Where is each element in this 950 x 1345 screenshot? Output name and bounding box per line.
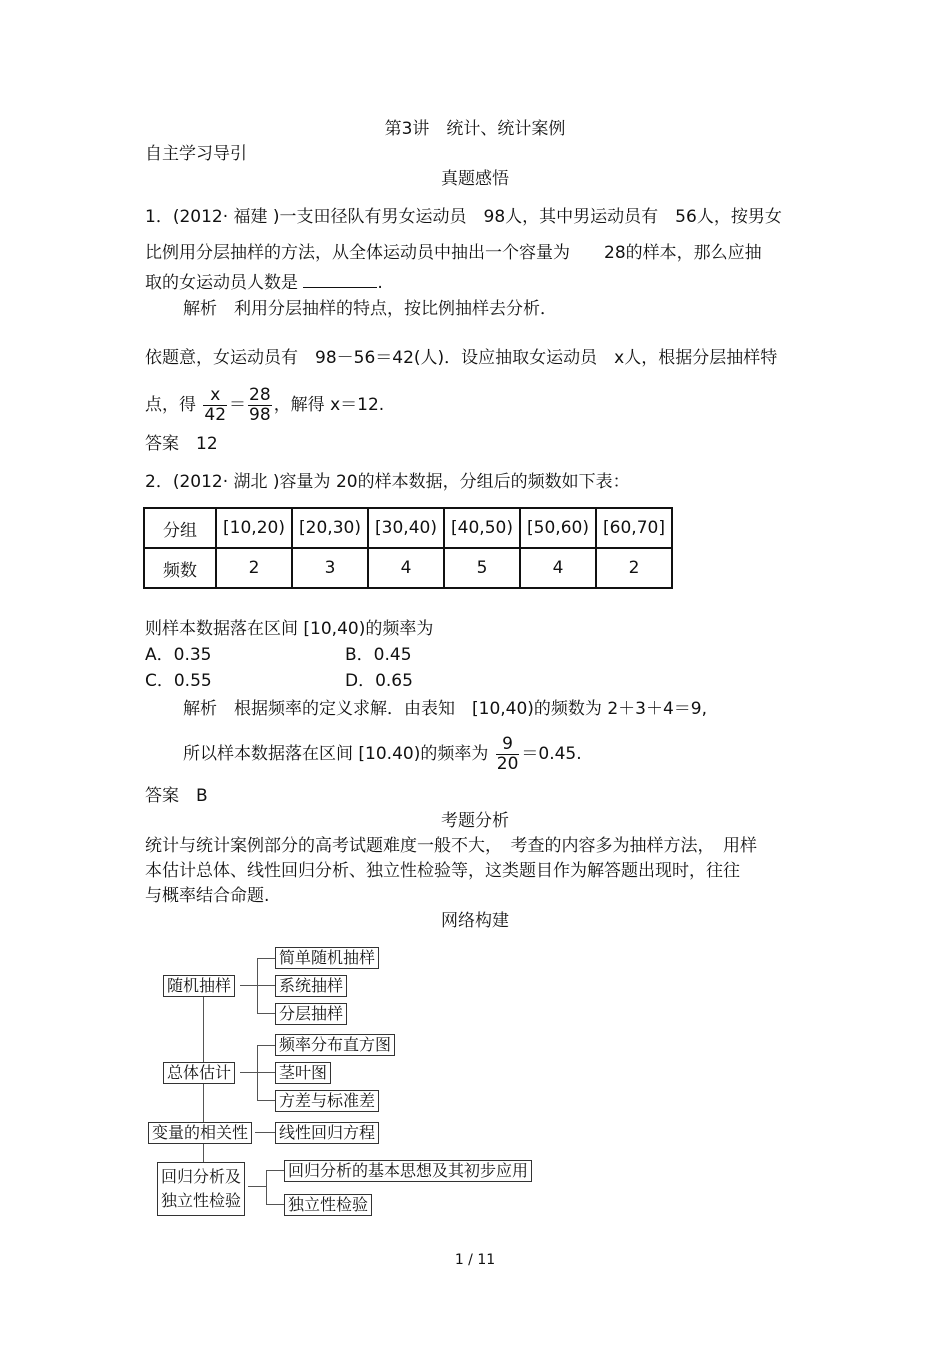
q2-analysis: 解析 根据频率的定义求解．由表知 [10,40)的频数为 2＋3＋4＝9, xyxy=(183,699,708,719)
table-cell: 2 xyxy=(596,548,672,588)
heading-exam-analysis: 考题分析 xyxy=(441,811,509,831)
node-regression-analysis xyxy=(157,1162,245,1216)
table-header-cell: 频数 xyxy=(144,548,216,588)
connector xyxy=(257,1013,275,1014)
section-label: 自主学习导引 xyxy=(145,144,247,164)
node-independence-test: 独立性检验 xyxy=(284,1194,372,1216)
q1-line3 xyxy=(145,272,383,292)
node-population-estimation: 总体估计 xyxy=(163,1062,235,1084)
heading-real-questions: 真题感悟 xyxy=(441,169,509,189)
node-linear-regression: 线性回归方程 xyxy=(275,1122,379,1144)
connector xyxy=(240,1072,257,1073)
connector xyxy=(266,1204,284,1205)
q1-line5-b: ，解得 x＝12. xyxy=(273,395,385,416)
q2-line1: 2．(2012· 湖北 )容量为 20的样本数据，分组后的频数如下表： xyxy=(145,472,630,492)
connector xyxy=(257,1045,275,1046)
node-simple-random: 简单随机抽样 xyxy=(275,947,379,969)
connector xyxy=(248,1186,266,1187)
q2-line-b-text: 所以样本数据落在区间 [10.40)的频率为 xyxy=(183,744,489,765)
q2-question: 则样本数据落在区间 [10,40)的频率为 xyxy=(145,619,434,639)
table-row xyxy=(144,508,672,548)
table-cell: [40,50) xyxy=(444,508,520,548)
table-row xyxy=(144,548,672,588)
fraction-28-98 xyxy=(248,386,272,424)
q1-line1: 1．(2012· 福建 )一支田径队有男女运动员 98人，其中男运动员有 56人，按男女 xyxy=(145,207,782,227)
table-header-cell: 分组 xyxy=(144,508,216,548)
table-cell: 4 xyxy=(368,548,444,588)
connector xyxy=(257,1072,275,1073)
answer-blank xyxy=(303,272,377,288)
q1-line5-a: 点，得 xyxy=(145,395,196,416)
q1-line3-end: . xyxy=(377,273,383,293)
connector xyxy=(266,1170,267,1204)
node-regression-line2: 独立性检验 xyxy=(161,1191,242,1210)
fraction-numerator: x xyxy=(203,386,227,406)
q2-answer: 答案 B xyxy=(145,786,208,806)
node-histogram: 频率分布直方图 xyxy=(275,1034,395,1056)
page-title: 第3讲 统计、统计案例 xyxy=(384,119,566,139)
q1-line2: 比例用分层抽样的方法，从全体运动员中抽出一个容量为 28的样本，那么应抽 xyxy=(145,243,762,263)
q1-analysis: 解析 利用分层抽样的特点，按比例抽样去分析． xyxy=(183,299,557,319)
q1-answer: 答案 12 xyxy=(145,434,218,454)
connector xyxy=(255,1132,275,1133)
table-cell: [20,30) xyxy=(292,508,368,548)
analysis-line1: 统计与统计案例部分的高考试题难度一般不大， 考查的内容多为抽样方法， 用样 xyxy=(145,836,757,856)
node-variance: 方差与标准差 xyxy=(275,1090,379,1112)
fraction-numerator: 9 xyxy=(496,735,520,755)
option-b: B．0.45 xyxy=(345,645,412,665)
node-stratified: 分层抽样 xyxy=(275,1003,347,1025)
analysis-line2: 本估计总体、线性回归分析、独立性检验等，这类题目作为解答题出现时，往往 xyxy=(145,861,740,881)
table-cell: [50,60) xyxy=(520,508,596,548)
analysis-line3: 与概率结合命题. xyxy=(145,886,270,906)
connector xyxy=(240,985,257,986)
option-a: A．0.35 xyxy=(145,645,212,665)
node-stem-leaf: 茎叶图 xyxy=(275,1062,331,1084)
connector xyxy=(257,958,275,959)
connector xyxy=(266,1170,284,1171)
fraction-denominator: 42 xyxy=(204,404,227,425)
table-cell: [30,40) xyxy=(368,508,444,548)
option-d: D．0.65 xyxy=(345,671,413,691)
fraction-denominator: 20 xyxy=(496,753,519,774)
table-cell: [10,20) xyxy=(216,508,292,548)
fraction-denominator: 98 xyxy=(249,404,271,425)
option-c: C．0.55 xyxy=(145,671,212,691)
page-number: 1 / 11 xyxy=(454,1252,496,1268)
fraction-numerator: 28 xyxy=(249,385,271,405)
fraction-9-20 xyxy=(496,735,520,773)
table-cell: 3 xyxy=(292,548,368,588)
q2-line-b xyxy=(183,735,582,773)
connector xyxy=(257,985,275,986)
q1-line4: 依题意，女运动员有 98－56＝42(人)．设应抽取女运动员 x人，根据分层抽样特 xyxy=(145,348,778,368)
table-cell: 4 xyxy=(520,548,596,588)
q1-line5 xyxy=(145,386,384,424)
node-correlation: 变量的相关性 xyxy=(148,1122,252,1144)
fraction-x-42 xyxy=(203,386,227,424)
table-cell: [60,70] xyxy=(596,508,672,548)
heading-network: 网络构建 xyxy=(441,911,509,931)
frequency-table xyxy=(143,507,673,589)
node-random-sampling: 随机抽样 xyxy=(163,975,235,997)
table-cell: 5 xyxy=(444,548,520,588)
connector xyxy=(257,1100,275,1101)
q2-line-b-end: ＝0.45. xyxy=(521,744,582,765)
node-regression-line1: 回归分析及 xyxy=(161,1167,242,1186)
node-systematic: 系统抽样 xyxy=(275,975,347,997)
node-regression-basic: 回归分析的基本思想及其初步应用 xyxy=(284,1160,532,1182)
equals-sign: ＝ xyxy=(229,395,247,416)
table-cell: 2 xyxy=(216,548,292,588)
q1-line3-text: 取的女运动员人数是 xyxy=(145,273,298,293)
